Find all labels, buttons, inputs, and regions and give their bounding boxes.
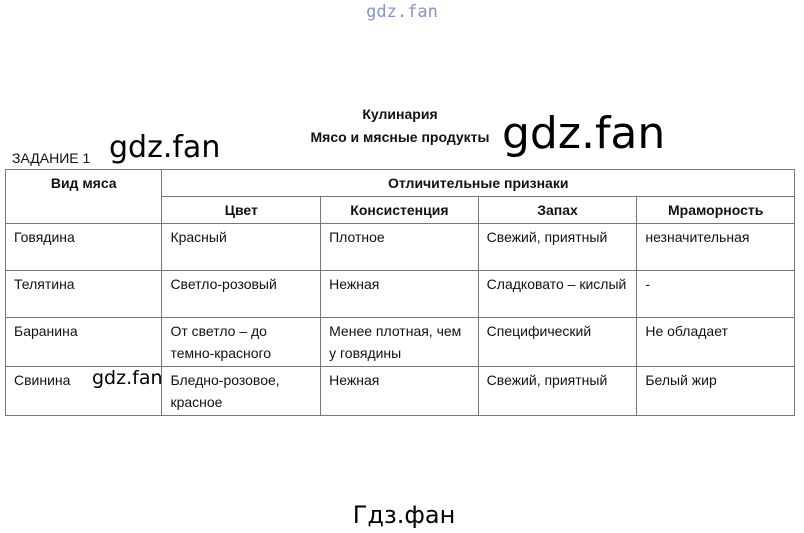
- cell-type: Баранина: [6, 318, 162, 367]
- cell-color: От светло – до темно-красного: [162, 318, 321, 367]
- cell-consistency: Менее плотная, чем у говядины: [321, 318, 479, 367]
- header-distinctive-features: Отличительные признаки: [162, 170, 795, 197]
- cell-type: Телятина: [6, 271, 162, 318]
- watermark-small: gdz.fan: [92, 367, 163, 389]
- cell-type: Свинина: [6, 367, 162, 416]
- header-meat-type: Вид мяса: [6, 170, 162, 224]
- cell-smell: Специфический: [478, 318, 637, 367]
- page-title: Кулинария: [362, 106, 438, 122]
- watermark-top: gdz.fan: [366, 2, 438, 22]
- watermark-bottom: Гдз.фан: [352, 501, 456, 529]
- cell-marbling: незначительная: [637, 224, 795, 271]
- watermark-mid: gdz.fan: [109, 130, 221, 165]
- cell-color: Бледно-розовое, красное: [162, 367, 321, 416]
- header-smell: Запах: [478, 197, 637, 224]
- cell-marbling: Белый жир: [637, 367, 795, 416]
- watermark-large: gdz.fan: [502, 108, 666, 159]
- cell-consistency: Нежная: [321, 367, 479, 416]
- header-color: Цвет: [162, 197, 321, 224]
- cell-consistency: Плотное: [321, 224, 479, 271]
- cell-type: Говядина: [6, 224, 162, 271]
- cell-smell: Свежий, приятный: [478, 367, 637, 416]
- cell-color: Светло-розовый: [162, 271, 321, 318]
- header-marbling: Мраморность: [637, 197, 795, 224]
- cell-smell: Свежий, приятный: [478, 224, 637, 271]
- page-subtitle: Мясо и мясные продукты: [310, 129, 490, 145]
- cell-marbling: Не обладает: [637, 318, 795, 367]
- cell-marbling: -: [637, 271, 795, 318]
- task-label: ЗАДАНИЕ 1: [12, 150, 91, 166]
- table-row: [6, 224, 795, 271]
- header-consistency: Консистенция: [321, 197, 479, 224]
- table-row: [6, 318, 795, 367]
- table-header-row: [6, 170, 795, 197]
- table-row: [6, 271, 795, 318]
- cell-color: Красный: [162, 224, 321, 271]
- cell-consistency: Нежная: [321, 271, 479, 318]
- cell-smell: Сладковато – кислый: [478, 271, 637, 318]
